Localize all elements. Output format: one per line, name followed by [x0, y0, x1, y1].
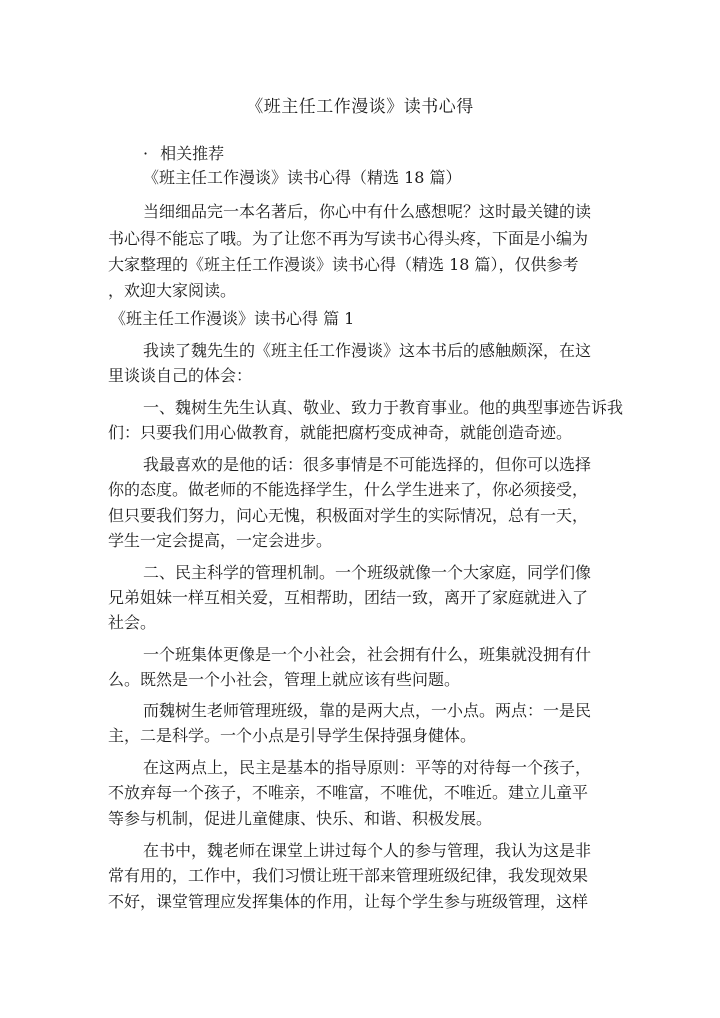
paragraph-line: 等参与机制，促进儿童健康、快乐、和谐、积极发展。	[108, 809, 493, 828]
paragraph-line: 你的态度。做老师的不能选择学生，什么学生进来了，你必须接受，	[108, 480, 589, 499]
paragraph-line: 里谈谈自己的体会：	[108, 366, 253, 385]
paragraph-line: 在这两点上，民主是基本的指导原则：平等的对待每一个孩子，	[143, 758, 592, 777]
paragraph-line: 学生一定会提高，一定会进步。	[108, 531, 333, 550]
paragraph-line: 主，二是科学。一个小点是引导学生保持强身健体。	[108, 726, 477, 745]
section-heading: 《班主任工作漫谈》读书心得 篇 1	[110, 309, 355, 328]
paragraph-line: 不放弃每一个孩子，不唯亲，不唯富，不唯优，不唯近。建立儿童平	[108, 783, 589, 802]
paragraph-line: 大家整理的《班主任工作漫谈》读书心得（精选 18 篇），仅供参考	[108, 255, 579, 274]
paragraph-line: 一、魏树生先生认真、敬业、致力于教育事业。他的典型事迹告诉我	[143, 398, 624, 417]
related-link[interactable]: 《班主任工作漫谈》读书心得（精选 18 篇）	[143, 168, 462, 187]
related-label: 相关推荐	[160, 144, 225, 163]
related-heading	[143, 144, 224, 164]
paragraph-line: 一个班集体更像是一个小社会，社会拥有什么，班集就没拥有什	[143, 645, 592, 664]
paragraph-line: 们：只要我们用心做教育，就能把腐朽变成神奇，就能创造奇迹。	[108, 423, 573, 442]
document-title: 《班主任工作漫谈》读书心得	[246, 97, 474, 117]
paragraph-line: 我读了魏先生的《班主任工作漫谈》这本书后的感触颇深，在这	[143, 341, 592, 360]
paragraph-line: 么。既然是一个小社会，管理上就应该有些问题。	[108, 670, 461, 689]
bullet-icon: ·	[143, 144, 149, 163]
paragraph-line: 社会。	[108, 613, 157, 632]
paragraph-line: 我最喜欢的是他的话：很多事情是不可能选择的，但你可以选择	[143, 455, 592, 474]
paragraph-line: 但只要我们努力，问心无愧，积极面对学生的实际情况，总有一天，	[108, 506, 589, 525]
paragraph-line: 不好，课堂管理应发挥集体的作用，让每个学生参与班级管理，这样	[108, 892, 589, 911]
paragraph-line: 兄弟姐妹一样互相关爱，互相帮助，团结一致，离开了家庭就进入了	[108, 588, 589, 607]
paragraph-line: 而魏树生老师管理班级，靠的是两大点，一小点。两点：一是民	[143, 701, 592, 720]
paragraph-line: 书心得不能忘了哦。为了让您不再为写读书心得头疼，下面是小编为	[108, 229, 589, 248]
paragraph-line: 在书中，魏老师在课堂上讲过每个人的参与管理，我认为这是非	[143, 841, 592, 860]
paragraph-line: 二、民主科学的管理机制。一个班级就像一个大家庭，同学们像	[143, 563, 592, 582]
paragraph-line: 当细细品完一本名著后，你心中有什么感想呢？这时最关键的读	[143, 202, 592, 221]
paragraph-line: 常有用的，工作中，我们习惯让班干部来管理班级纪律，我发现效果	[108, 866, 589, 885]
paragraph-line: ，欢迎大家阅读。	[108, 281, 237, 300]
